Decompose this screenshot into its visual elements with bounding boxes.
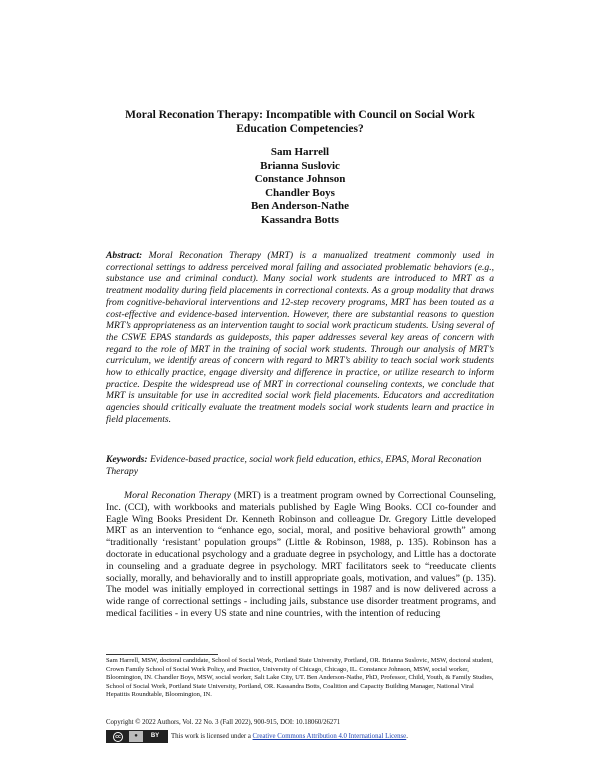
abstract-label: Abstract: — [106, 250, 143, 261]
author-name: Constance Johnson — [254, 173, 346, 186]
abstract — [106, 250, 494, 426]
license-prefix: This work is licensed under a — [171, 733, 251, 740]
cc-by-badge-icon: cc ● BY — [106, 730, 168, 743]
footnote-rule — [106, 654, 218, 655]
license-link[interactable]: Creative Commons Attribution 4.0 International License — [252, 733, 407, 740]
paper-title — [60, 108, 540, 136]
by-badge-text: BY — [143, 731, 167, 742]
keywords — [106, 454, 494, 477]
body-text: (MRT) is a treatment program owned by Correctional Counseling, Inc. (CCI), with workbooks and materials published by Eagle Wing Books. CCI co-founder and Eagle Wing Books President Dr. Kenneth Robinson and colleague Dr. Gregory Little developed MRT as an intervention to “enhance ego, social, moral, and positive behavioral growth” among “traditionally ‘resistant’ population groups” (Little & Robinson, 1988, p. 135). Robinson has a doctorate in educational psychology and a graduate degree in psychology, and Little has a doctorate in counseling and a graduate degree in psychology. MRT facilitators seek to “reeducate clients socially, morally, and behaviorally and to instill appropriate goals, motivation, and values” (p. 135). The model was initially employed in correctional settings in 1987 and is now delivered across a wide range of correctional settings - including jails, substance use disorder treatment programs, and medical facilities - in every US state and nine countries, with the intention of reducing — [106, 490, 496, 619]
author-name: Kassandra Botts — [261, 213, 339, 226]
body-lead-italic: Moral Reconation Therapy — [124, 490, 231, 501]
abstract-text: Moral Reconation Therapy (MRT) is a manualized treatment commonly used in correctional settings to address perceived moral failing and associated problematic behaviors (e.g., substance use and criminal conduct). Many social work students are introduced to MRT as a treatment modality during field placements in correctional contexts. As a group modality that draws from cognitive-behavioral interventions and 12-step recovery programs, MRT has been touted as a cost-effective and evidence-based intervention. However, there are substantial reasons to question MRT’s appropriateness as an intervention taught to social work practicum students. Using several of the CSWE EPAS standards as guideposts, this paper addresses several key areas of concern with regard to the role of MRT in the training of social work students. Through our analysis of MRT’s curriculum, we identify areas of concern with regard to MRT’s ability to teach social work students how to ethically practice, engage diversity and difference in practice, or utilize research to inform practice. Despite the widespread use of MRT in correctional counseling contexts, we conclude that MRT is unsuitable for use in accredited social work field placements. Educators and accreditation agencies should critically evaluate the treatment models social work students learn and practice in field placements. — [106, 250, 494, 425]
license-line — [106, 730, 408, 743]
author-name: Ben Anderson-Nathe — [250, 200, 350, 213]
author-list — [60, 146, 540, 228]
keywords-text: Evidence-based practice, social work field education, ethics, EPAS, Moral Reconation Therapy — [106, 454, 482, 477]
body-paragraph — [106, 490, 496, 620]
title-line-2: Education Competencies? — [236, 123, 364, 135]
copyright-line: Copyright © 2022 Authors, Vol. 22 No. 3 (Fall 2022), 900-915, DOI: 10.18060/26271 — [106, 719, 341, 726]
license-suffix: . — [406, 733, 408, 740]
author-name: Sam Harrell — [270, 146, 330, 158]
cc-badge-text: cc — [113, 732, 123, 742]
author-name: Brianna Suslovic — [260, 159, 340, 172]
title-line-1: Moral Reconation Therapy: Incompatible with Council on Social Work — [125, 109, 475, 121]
author-name: Chandler Boys — [265, 186, 335, 199]
author-affiliations-footnote: Sam Harrell, MSW, doctoral candidate, School of Social Work, Portland State University, Portland, OR. Brianna Suslovic, MSW, doctoral student, Crown Family School of Social Work Policy, and Practice, University of Chicago, Chicago, IL. Constance Johnson, MSW, social worker, Bloomington, IN. Chandler Boys, MSW, social worker, Salt Lake City, UT. Ben Anderson-Nathe, PhD, Professor, Child, Youth, & Family Studies, School of Social Work, Portland State University, Portland, OR. Kassandra Botts, Coalition and Capacity Building Manager, National Viral Hepatitis Roundtable, Bloomington, IN. — [106, 657, 494, 699]
keywords-label: Keywords: — [106, 454, 148, 465]
